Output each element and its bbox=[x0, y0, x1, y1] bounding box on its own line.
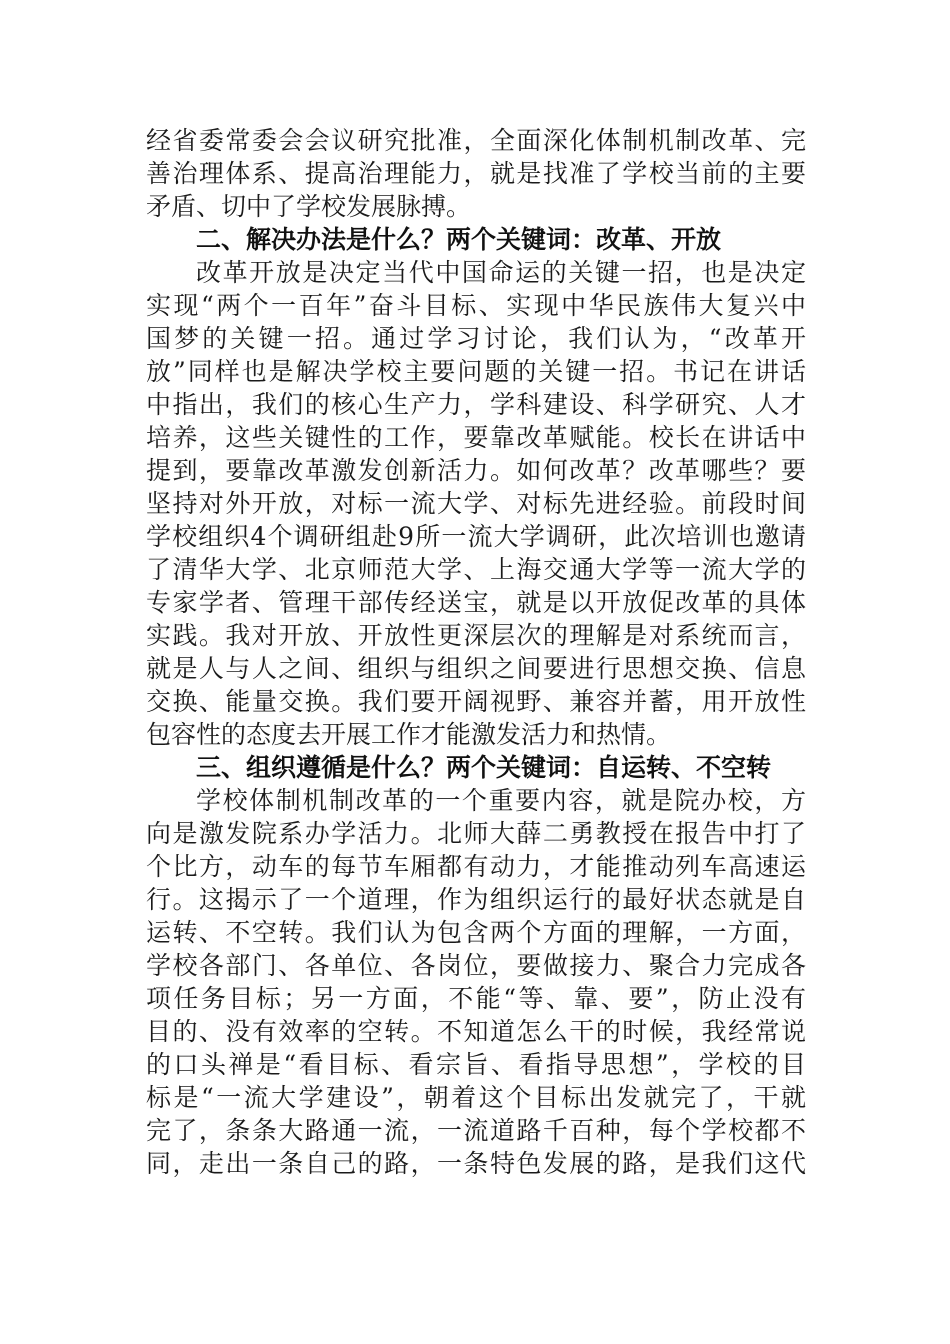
paragraph-line: 了清华大学、北京师范大学、上海交通大学等一流大学的 bbox=[146, 555, 806, 584]
paragraph-line: 学校体制机制改革的一个重要内容，就是院办校，方 bbox=[196, 786, 806, 815]
paragraph-line: 完了，条条大路通一流，一流道路千百种，每个学校都不 bbox=[146, 1116, 806, 1145]
paragraph-line: 提到，要靠改革激发创新活力。如何改革？改革哪些？要 bbox=[146, 456, 806, 485]
paragraph-line: 中指出，我们的核心生产力，学科建设、科学研究、人才 bbox=[146, 390, 806, 419]
paragraph-line: 项任务目标；另一方面，不能“等、靠、要”，防止没有 bbox=[146, 984, 806, 1013]
paragraph-line: 标是“一流大学建设”，朝着这个目标出发就完了，干就 bbox=[146, 1083, 806, 1112]
paragraph-line: 交换、能量交换。我们要开阔视野、兼容并蓄，用开放性 bbox=[146, 687, 806, 716]
paragraph-line: 行。这揭示了一个道理，作为组织运行的最好状态就是自 bbox=[146, 885, 806, 914]
paragraph-line: 坚持对外开放，对标一流大学、对标先进经验。前段时间 bbox=[146, 489, 806, 518]
paragraph-line: 学校组织4个调研组赴9所一流大学调研，此次培训也邀请 bbox=[146, 522, 806, 551]
paragraph-line: 改革开放是决定当代中国命运的关键一招，也是决定 bbox=[196, 258, 806, 287]
paragraph-line: 经省委常委会会议研究批准，全面深化体制机制改革、完 bbox=[146, 126, 806, 155]
paragraph-line: 矛盾、切中了学校发展脉搏。 bbox=[146, 192, 472, 221]
paragraph-line: 国梦的关键一招。通过学习讨论，我们认为，“改革开 bbox=[146, 324, 806, 353]
paragraph-line: 个比方，动车的每节车厢都有动力，才能推动列车高速运 bbox=[146, 852, 806, 881]
paragraph-line: 善治理体系、提高治理能力，就是找准了学校当前的主要 bbox=[146, 159, 806, 188]
paragraph-line: 实现“两个一百年”奋斗目标、实现中华民族伟大复兴中 bbox=[146, 291, 806, 320]
paragraph-line: 的口头禅是“看目标、看宗旨、看指导思想”，学校的目 bbox=[146, 1050, 806, 1079]
paragraph-line: 同，走出一条自己的路，一条特色发展的路，是我们这代 bbox=[146, 1149, 806, 1178]
paragraph-line: 放”同样也是解决学校主要问题的关键一招。书记在讲话 bbox=[146, 357, 806, 386]
paragraph-line: 学校各部门、各单位、各岗位，要做接力、聚合力完成各 bbox=[146, 951, 806, 980]
paragraph-line: 包容性的态度去开展工作才能激发活力和热情。 bbox=[146, 720, 672, 749]
section-heading: 三、组织遵循是什么？两个关键词：自运转、不空转 bbox=[196, 753, 772, 782]
paragraph-line: 就是人与人之间、组织与组织之间要进行思想交换、信息 bbox=[146, 654, 806, 683]
paragraph-line: 向是激发院系办学活力。北师大薛二勇教授在报告中打了 bbox=[146, 819, 806, 848]
paragraph-line: 运转、不空转。我们认为包含两个方面的理解，一方面， bbox=[146, 918, 806, 947]
section-heading: 二、解决办法是什么？两个关键词：改革、开放 bbox=[196, 225, 722, 254]
paragraph-line: 目的、没有效率的空转。不知道怎么干的时候，我经常说 bbox=[146, 1017, 806, 1046]
paragraph-line: 实践。我对开放、开放性更深层次的理解是对系统而言， bbox=[146, 621, 806, 650]
paragraph-line: 专家学者、管理干部传经送宝，就是以开放促改革的具体 bbox=[146, 588, 806, 617]
paragraph-line: 培养，这些关键性的工作，要靠改革赋能。校长在讲话中 bbox=[146, 423, 806, 452]
